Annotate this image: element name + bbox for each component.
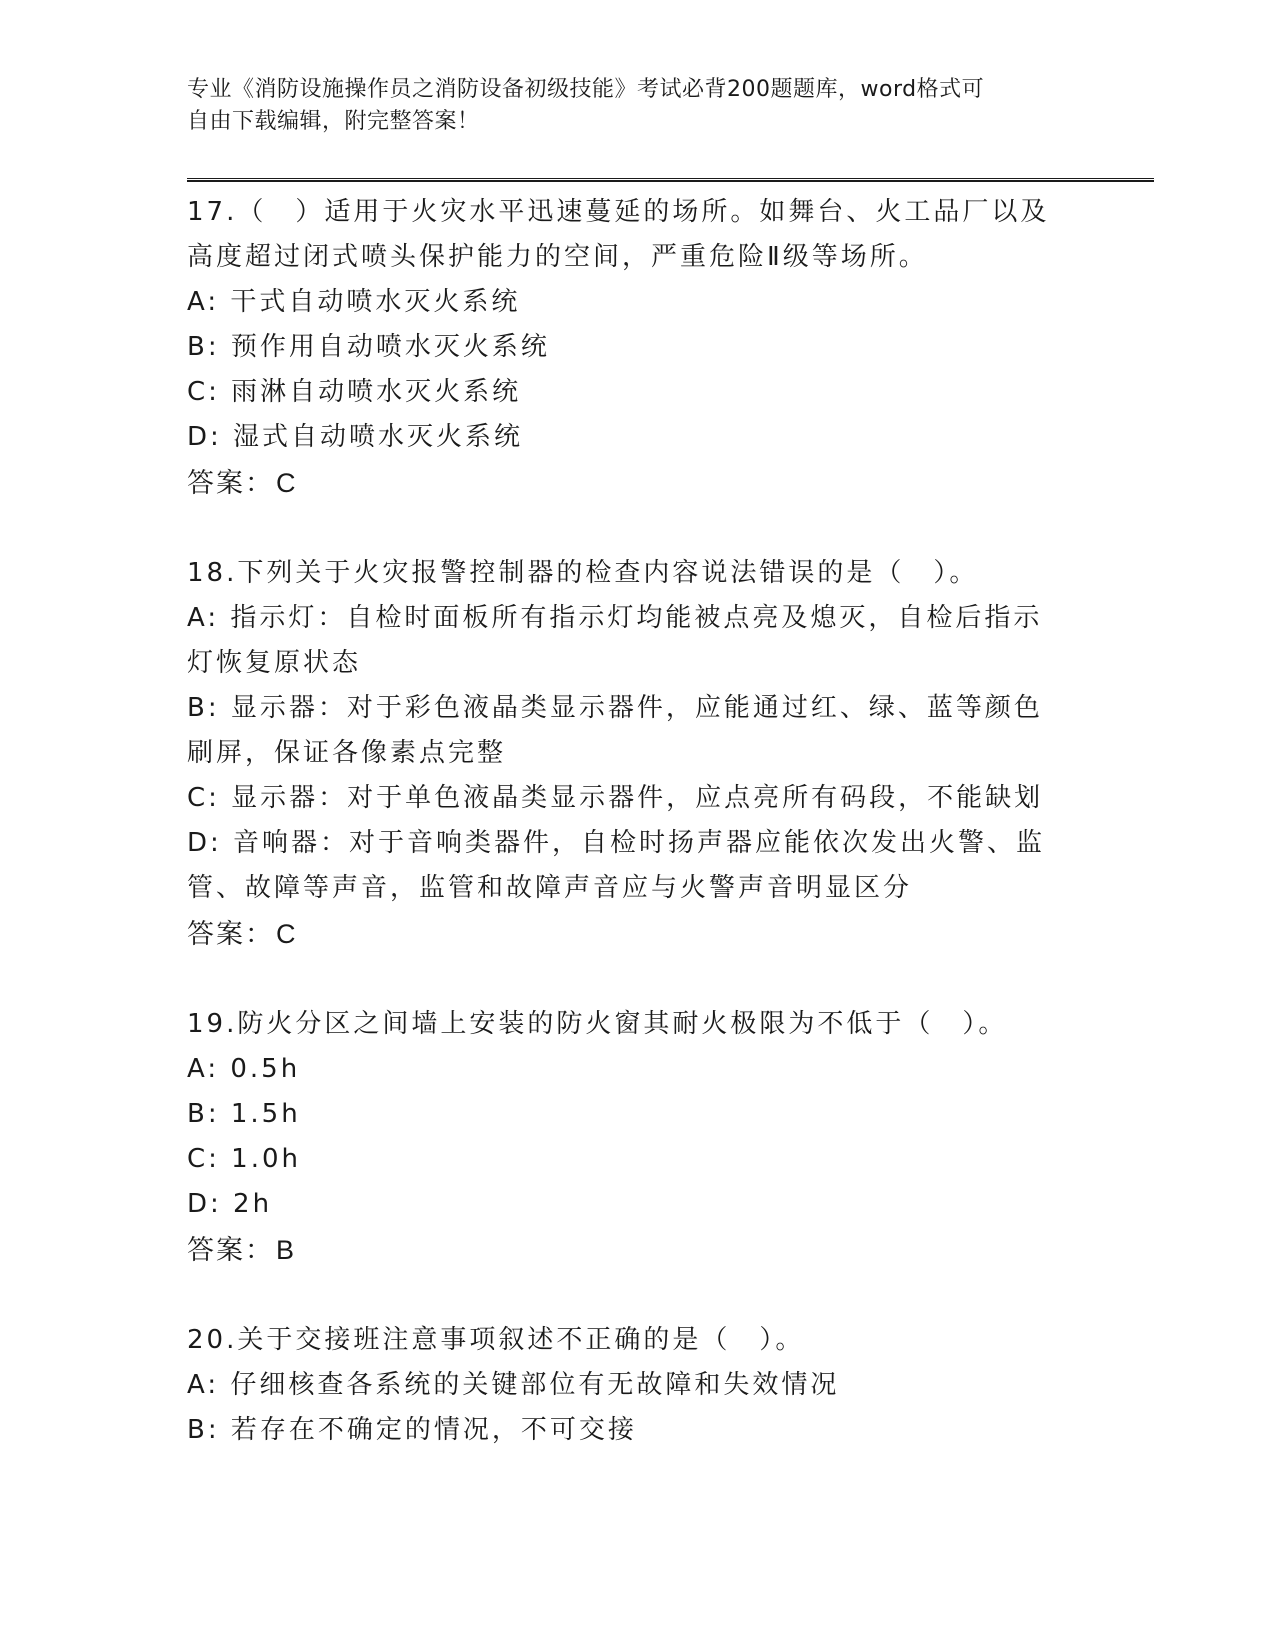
question-18	[187, 551, 1067, 958]
option-b: B: 1.5h	[187, 1099, 301, 1129]
option-a: A: 仔细核查各系统的关键部位有无故障和失效情况	[187, 1370, 840, 1400]
option-b: B: 预作用自动喷水灭火系统	[187, 332, 550, 362]
option-c: C: 显示器：对于单色液晶类显示器件，应点亮所有码段，不能缺划	[187, 783, 1044, 813]
option-a: A: 干式自动喷水灭火系统	[187, 287, 521, 317]
option-c: C: 1.0h	[187, 1144, 302, 1174]
answer	[187, 911, 1067, 958]
question-list	[187, 190, 1067, 1497]
question-text: 18.下列关于火灾报警控制器的检查内容说法错误的是（ ）。	[187, 558, 979, 588]
question-20	[187, 1318, 1067, 1453]
option-b: B: 显示器：对于彩色液晶类显示器件，应能通过红、绿、蓝等颜色刷屏，保证各像素点完整	[187, 693, 1043, 768]
answer-label: 答案：	[187, 468, 274, 499]
question-19	[187, 1002, 1067, 1274]
answer-label: 答案：	[187, 1235, 274, 1266]
option-d: D: 湿式自动喷水灭火系统	[187, 422, 524, 452]
answer-value: B	[276, 1235, 296, 1265]
answer	[187, 1227, 1067, 1274]
answer-value: C	[276, 919, 297, 949]
option-d: D: 2h	[187, 1189, 273, 1219]
answer-value: C	[276, 468, 297, 498]
answer-label: 答案：	[187, 919, 274, 950]
answer	[187, 460, 1067, 507]
option-d: D: 音响器：对于音响类器件，自检时扬声器应能依次发出火警、监管、故障等声音，监管和故障声音应与火警声音明显区分	[187, 828, 1046, 903]
header-divider	[187, 178, 1154, 182]
question-17	[187, 190, 1067, 507]
document-header	[187, 74, 1087, 138]
option-b: B: 若存在不确定的情况，不可交接	[187, 1415, 637, 1445]
option-a: A: 0.5h	[187, 1054, 301, 1084]
header-line-2: 自由下载编辑，附完整答案！	[187, 109, 480, 134]
option-a: A: 指示灯：自检时面板所有指示灯均能被点亮及熄灭，自检后指示灯恢复原状态	[187, 603, 1043, 678]
question-text: 19.防火分区之间墙上安装的防火窗其耐火极限为不低于（ ）。	[187, 1009, 1008, 1039]
question-text: 20.关于交接班注意事项叙述不正确的是（ ）。	[187, 1325, 805, 1355]
question-text: 17.（ ）适用于火灾水平迅速蔓延的场所。如舞台、火工品厂以及高度超过闭式喷头保护能力的空间，严重危险Ⅱ级等场所。	[187, 197, 1050, 272]
option-c: C: 雨淋自动喷水灭火系统	[187, 377, 522, 407]
header-line-1: 专业《消防设施操作员之消防设备初级技能》考试必背200题题库，word格式可	[187, 77, 985, 102]
